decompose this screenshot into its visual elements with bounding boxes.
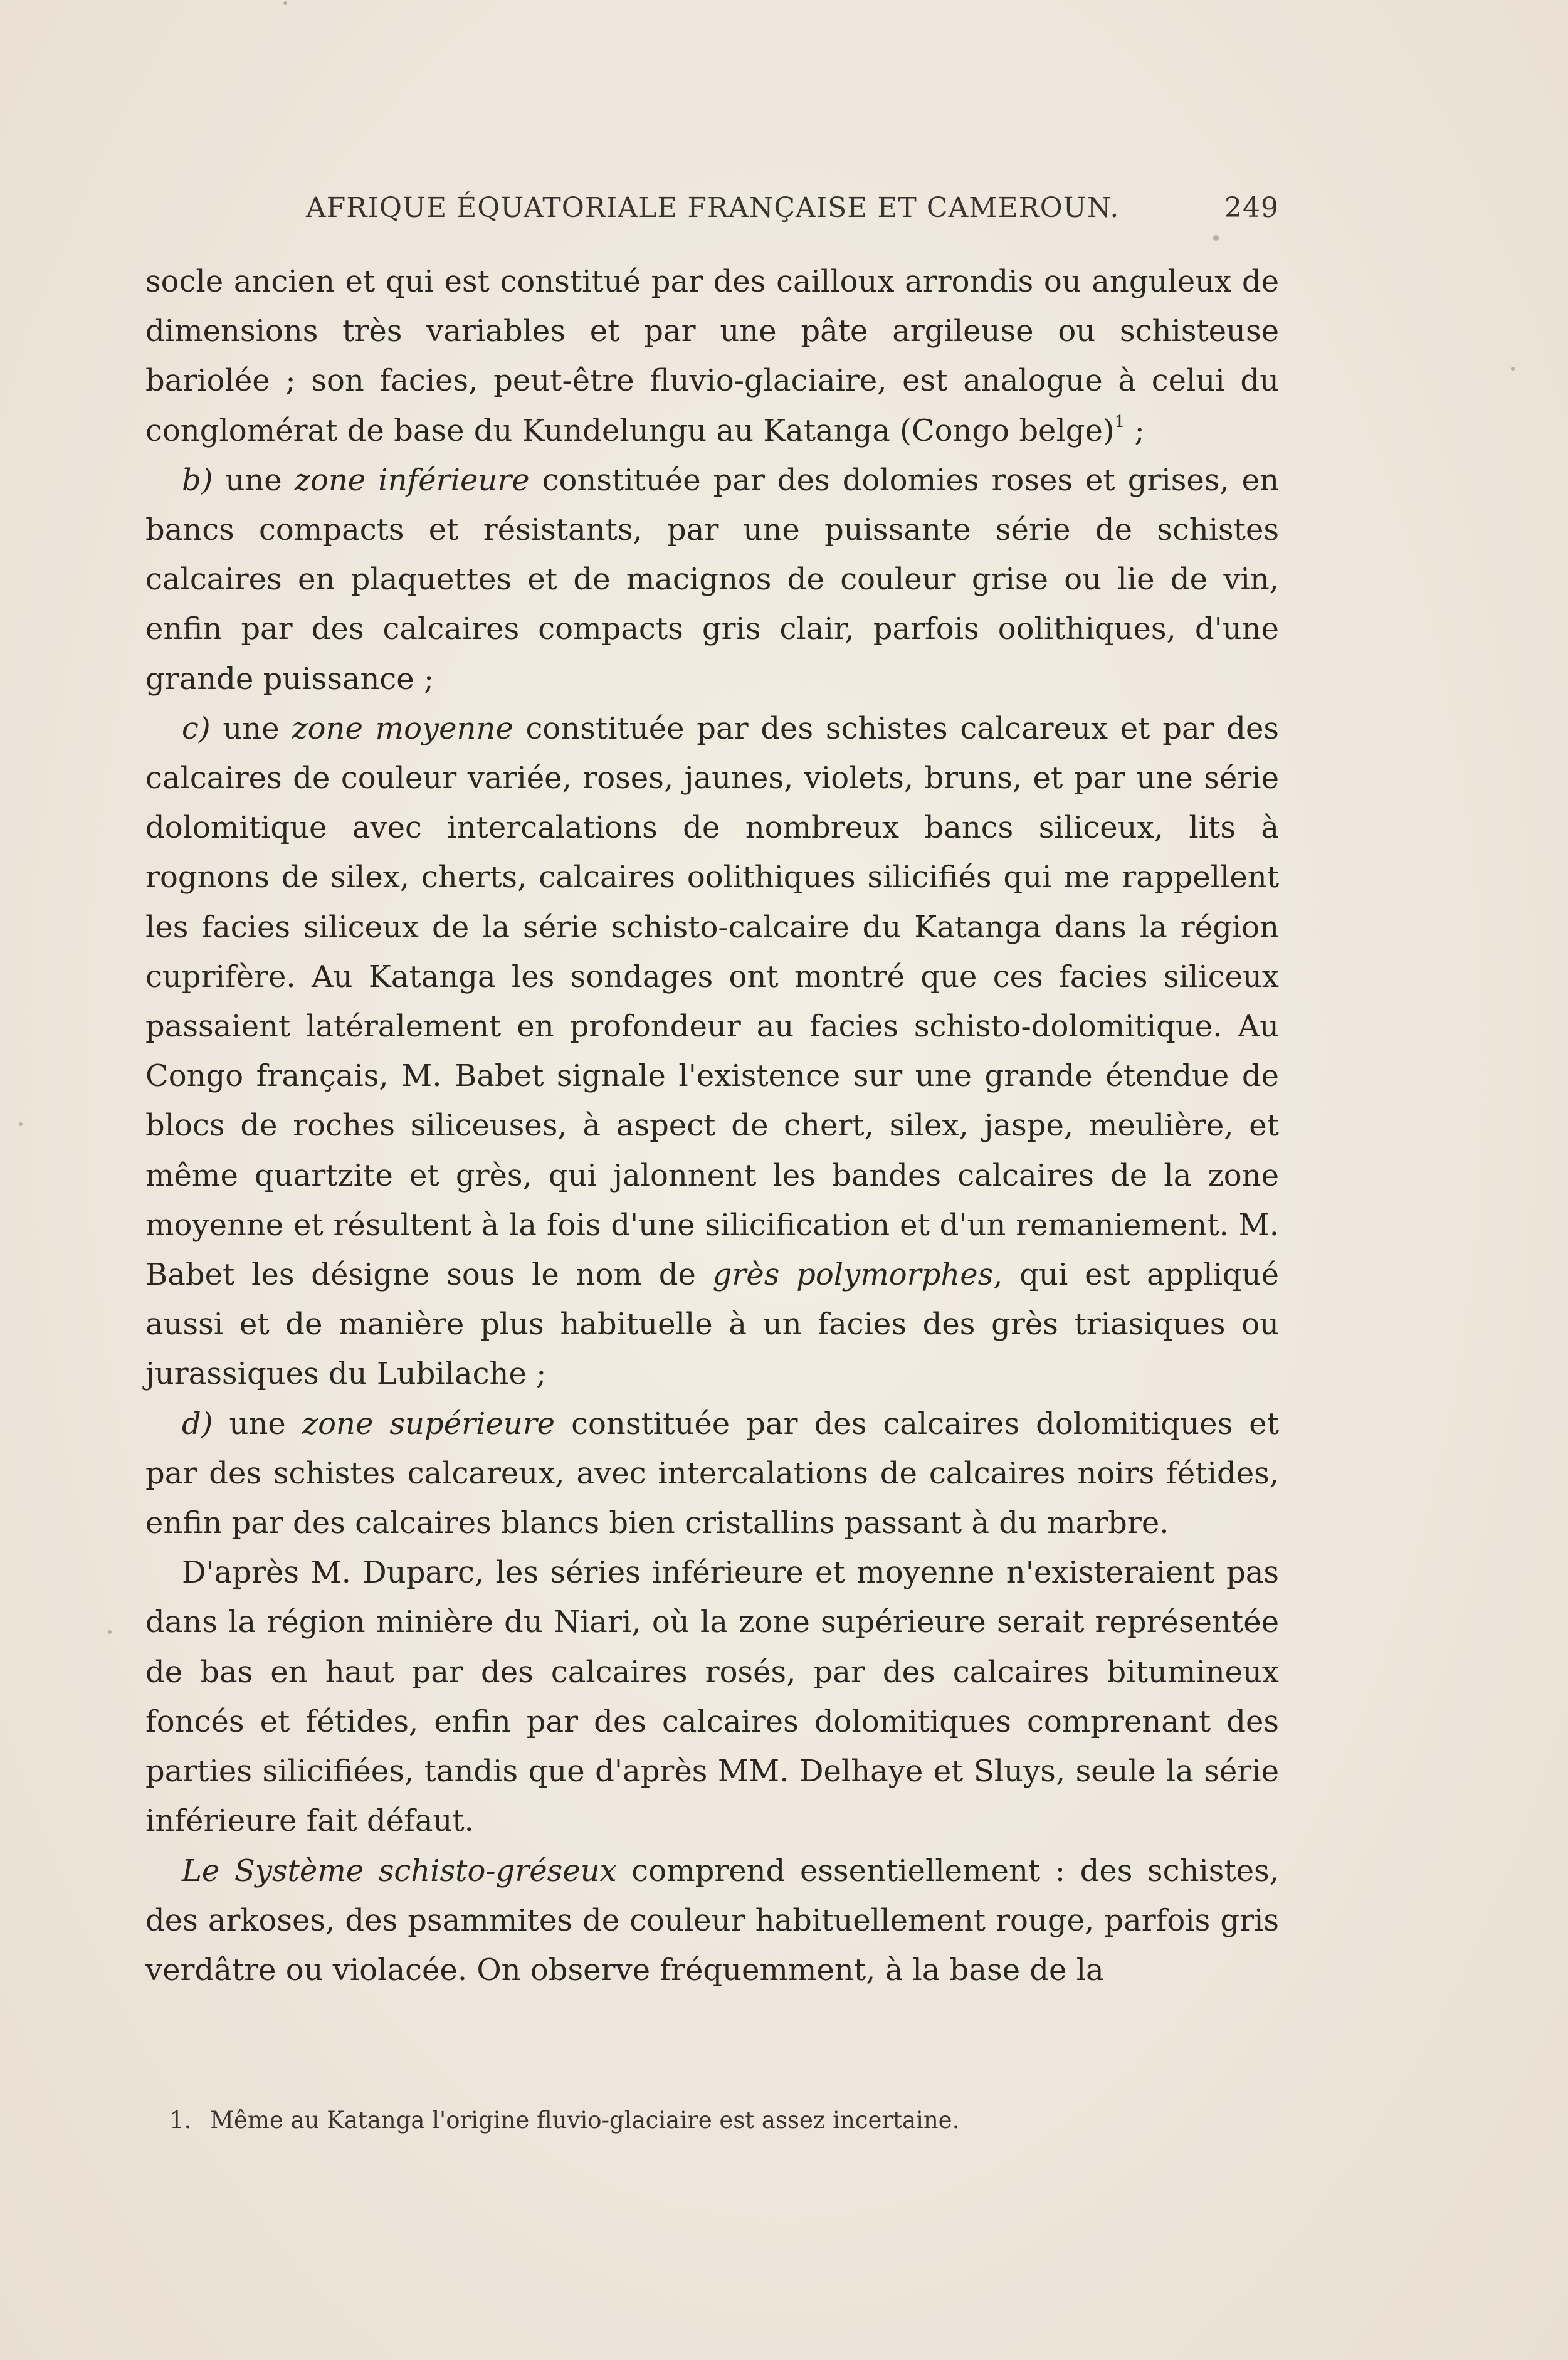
paper-speck (108, 1630, 112, 1634)
paragraph-zone-superieure (145, 1399, 1279, 1549)
paper-speck (1213, 235, 1219, 241)
italic-text: c) (182, 710, 211, 746)
paragraph-text: une (210, 710, 292, 746)
paragraph-text: une (213, 1406, 302, 1441)
italic-text: d) (182, 1406, 213, 1441)
italic-text: grès polymorphes (712, 1257, 994, 1293)
paragraph-text: D'après M. Duparc, les séries inférieure et moyenne n'existeraient pas dans la région minière du Niari, où la zone supérieure serait représentée de bas en haut par des calcaires rosés, par des calcaires bitumineux foncés et fétides, enfin par des calcaires dolomitiques comprenant des parties silicifiées, tandis que d'après MM. Delhaye et Sluys, seule la série inférieure fait défaut. (145, 1555, 1279, 1839)
paragraph-zone-moyenne (145, 704, 1279, 1399)
footnote (169, 2107, 1172, 2134)
italic-text: zone inférieure (294, 462, 530, 498)
italic-text: b) (182, 462, 213, 498)
italic-text: Le Système schisto-gréseux (182, 1853, 617, 1889)
paragraph-text: une (213, 462, 295, 498)
paragraph-zone-inferieure (145, 456, 1279, 704)
paragraph-text: constituée par des dolomies roses et grises, en bancs compacts et résistants, par une puissante série de schistes calcaires en plaquettes et de macignos de couleur grise ou lie de vin, enfin par des calcaires compacts gris clair, parfois oolithiques, d'une grande puissance ; (145, 462, 1279, 697)
paragraph-text: comprend essentiellement : des schistes, des arkoses, des psammites de couleur habituellement rouge, parfois gris verdâtre ou violacée. On observe fréquemment, à la base de la (145, 1853, 1279, 1988)
footnote-reference: 1 (1114, 412, 1125, 431)
paragraph-continuation (145, 257, 1279, 456)
page-number: 249 (1224, 192, 1279, 224)
footnote-number: 1. (169, 2107, 192, 2134)
page-header (145, 186, 1279, 236)
running-title: AFRIQUE ÉQUATORIALE FRANÇAISE ET CAMEROUN. (306, 192, 1120, 224)
paragraph-text: constituée par des calcaires dolomitiques et par des schistes calcareux, avec intercalations de calcaires noirs fétides, enfin par des calcaires blancs bien cristallins passant à du marbre. (145, 1406, 1280, 1541)
italic-text: zone supérieure (302, 1406, 555, 1441)
italic-text: zone moyenne (292, 710, 513, 746)
paper-speck (283, 1, 287, 5)
paragraph-text: ; (1125, 413, 1145, 448)
footnote-text: Même au Katanga l'origine fluvio-glaciaire est assez incertaine. (210, 2107, 960, 2134)
paper-speck (1511, 367, 1515, 371)
paragraph-text: socle ancien et qui est constitué par des cailloux arrondis ou anguleux de dimensions très variables et par une pâte argileuse ou schisteuse bariolée ; son facies, peut-être fluvio-glaciaire, est analogue à celui du conglomérat de base du Kundelungu au Katanga (Congo belge) (145, 264, 1279, 448)
paragraph-text: constituée par des schistes calcareux et par des calcaires de couleur variée, roses, jaunes, violets, bruns, et par une série dolomitique avec intercalations de nombreux bancs siliceux, lits à rognons de silex, cherts, calcaires oolithiques silicifiés qui me rappellent les facies siliceux de la série schisto-calcaire du Katanga dans la région cuprifère. Au Katanga les sondages ont montré que ces facies siliceux passaient latéralement en profondeur au facies schisto-dolomitique. Au Congo français, M. Babet signale l'existence sur une grande étendue de blocs de roches siliceuses, à aspect de chert, silex, jaspe, meulière, et même quartzite et grès, qui jalonnent les bandes calcaires de la zone moyenne et résultent à la fois d'une silicification et d'un remaniement. M. Babet les désigne sous le nom de (145, 710, 1280, 1293)
body-text (145, 257, 1279, 1995)
paper-speck (19, 1122, 23, 1126)
paragraph-text: , qui est appliqué aussi et de manière plus habituelle à un facies des grès triasiques ou jurassiques du Lubilache ; (145, 1257, 1280, 1392)
paragraph-duparc (145, 1548, 1279, 1846)
paragraph-systeme-schisto-greseux (145, 1846, 1279, 1996)
